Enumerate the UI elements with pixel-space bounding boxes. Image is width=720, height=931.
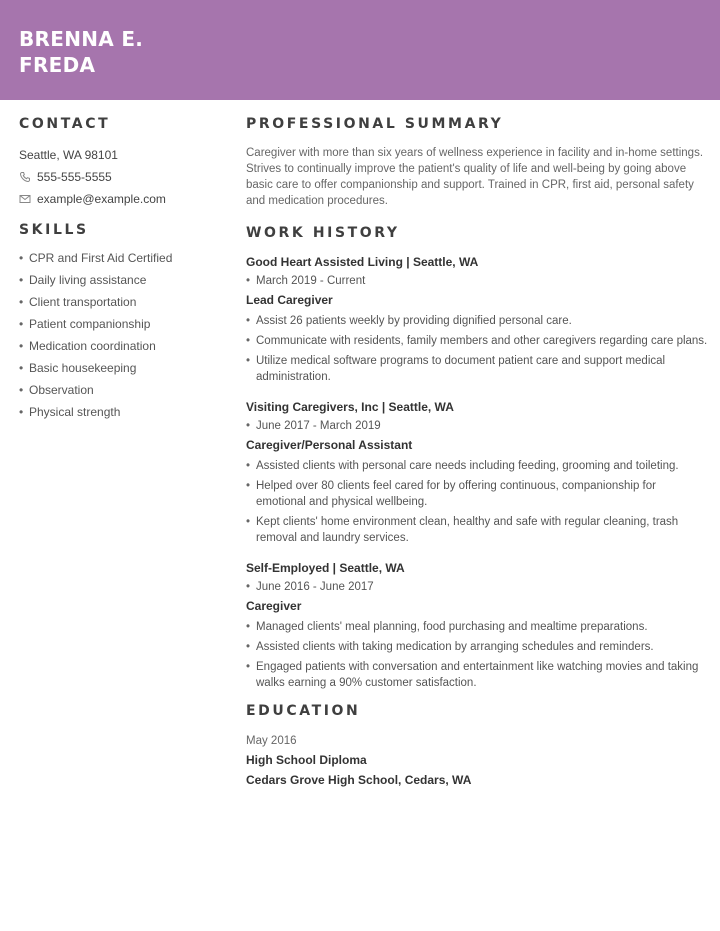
skill-item: • Basic housekeeping (19, 361, 137, 375)
duty-item: • Engaged patients with conversation and entertainment like watching movies and taking walks earning a 90% customer satisfaction. (246, 661, 699, 689)
contact-phone-text: 555-555-5555 (37, 170, 112, 184)
duty-item: • Helped over 80 clients feel cared for by offering continuous, companionship for emotional and physical wellbeing. (246, 480, 656, 508)
duty-item: • Utilize medical software programs to document patient care and support medical administration. (246, 355, 666, 383)
job-entry (246, 399, 708, 546)
skill-item: • Patient companionship (19, 317, 151, 331)
skill-item: • Observation (19, 383, 94, 397)
duty-item: • Assisted clients with personal care needs including feeding, grooming and toileting. (246, 460, 679, 472)
contact-phone (19, 168, 224, 186)
contact-heading: CONTACT (19, 116, 111, 132)
job-dates: • March 2019 - Current (246, 275, 366, 287)
job-entry (246, 560, 708, 691)
job-duties (246, 619, 708, 691)
duty-item: • Kept clients' home environment clean, healthy and safe with regular cleaning, trash removal and laundry services. (246, 516, 679, 544)
name-line-1: BRENNA E. (19, 27, 144, 51)
job-role: Lead Caregiver (246, 293, 333, 307)
contact-email-text: example@example.com (37, 192, 166, 206)
contact-email (19, 190, 224, 208)
job-employer: Visiting Caregivers, Inc | Seattle, WA (246, 400, 454, 414)
duty-item: • Managed clients' meal planning, food purchasing and mealtime preparations. (246, 621, 648, 633)
summary-heading: PROFESSIONAL SUMMARY (246, 116, 504, 132)
job-role: Caregiver/Personal Assistant (246, 438, 413, 452)
resume-header (0, 0, 720, 100)
skill-item: • Client transportation (19, 295, 137, 309)
skills-heading: SKILLS (19, 222, 89, 238)
education-date: May 2016 (246, 735, 297, 747)
job-duties (246, 313, 708, 385)
skills-list (19, 250, 224, 420)
contact-city (19, 146, 224, 164)
duty-item: • Assisted clients with taking medication by arranging schedules and reminders. (246, 641, 654, 653)
job-employer: Good Heart Assisted Living | Seattle, WA (246, 255, 479, 269)
education-degree: High School Diploma (246, 753, 367, 767)
duty-item: • Communicate with residents, family members and other caregivers regarding care plans. (246, 335, 708, 347)
job-dates: • June 2016 - June 2017 (246, 581, 374, 593)
job-entry (246, 254, 708, 385)
education-school: Cedars Grove High School, Cedars, WA (246, 773, 472, 787)
job-role: Caregiver (246, 599, 302, 613)
skill-item: • Medication coordination (19, 339, 156, 353)
candidate-name (19, 26, 143, 78)
skill-item: • Physical strength (19, 405, 121, 419)
right-column (246, 114, 708, 788)
summary-text: Caregiver with more than six years of wellness experience in facility and in-home settings. Strives to continually improve the patient's quality of life and well-being by going above basic care to offer companionship and support. Trained in CPR, first aid, personal safety and medication procedures. (246, 147, 704, 207)
phone-icon (19, 171, 31, 183)
contact-city-text: Seattle, WA 98101 (19, 148, 118, 162)
job-dates: • June 2017 - March 2019 (246, 420, 381, 432)
education-heading: EDUCATION (246, 703, 361, 719)
skill-item: • Daily living assistance (19, 273, 147, 287)
skill-item: • CPR and First Aid Certified (19, 251, 173, 265)
left-column (19, 114, 224, 426)
name-line-2: FREDA (19, 53, 96, 77)
job-employer: Self-Employed | Seattle, WA (246, 561, 405, 575)
duty-item: • Assist 26 patients weekly by providing dignified personal care. (246, 315, 572, 327)
envelope-icon (19, 193, 31, 205)
job-duties (246, 458, 708, 546)
work-history-heading: WORK HISTORY (246, 225, 400, 241)
